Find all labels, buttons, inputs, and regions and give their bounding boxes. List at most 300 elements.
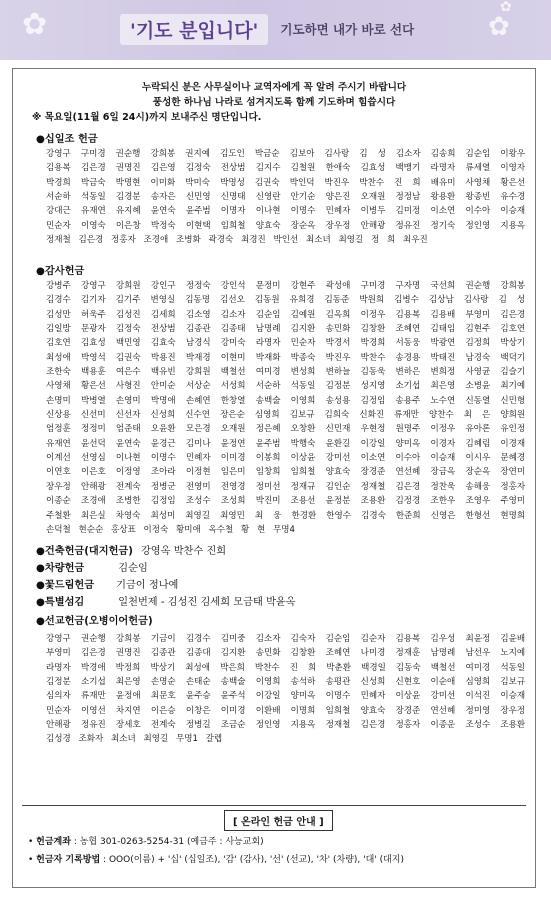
list-item: 사영채	[465, 177, 491, 188]
list-item: 최우진	[402, 235, 428, 246]
list-item: 윤정분	[325, 496, 351, 507]
list-item: 진	[289, 662, 298, 673]
list-item: 정유진	[80, 720, 106, 731]
list-item: 안기순	[290, 192, 316, 203]
list-item: 서순하	[46, 192, 71, 203]
list-item: 이나현	[255, 206, 281, 217]
method-value: : OOO(이름) + '십' (십일조), '감' (감사), '선' (선교), '차' (차량), '대' (대지)	[103, 855, 405, 865]
list-item: 장우정	[500, 705, 526, 716]
list-item: 박행숙	[290, 438, 316, 449]
list-item: 이경자	[430, 438, 456, 449]
list-item: 박용진	[150, 352, 176, 363]
list-item: 이경재	[500, 438, 526, 449]
list-item: 박금순	[254, 149, 280, 159]
list-item: 신성희	[360, 677, 386, 688]
list-item: 민순자	[46, 220, 71, 231]
list-item: 한경환	[291, 510, 317, 521]
list-item: 오윤환	[150, 424, 176, 435]
list-item: 이미경	[220, 453, 246, 464]
list-item: 김	[359, 149, 368, 159]
list-item: 이정우	[360, 309, 386, 320]
list-item: 희	[307, 662, 317, 673]
list-item: 여은수	[115, 367, 141, 378]
list-item: 최문호	[150, 691, 176, 702]
list-item: 조화자	[78, 734, 104, 745]
list-item: 정찬욱	[430, 481, 456, 492]
list-item: 이명자	[220, 206, 246, 217]
list-item: 갈렙	[205, 734, 223, 745]
list-item: 박진미	[255, 496, 281, 507]
list-item: 김성진	[115, 309, 141, 320]
list-item: 양효숙	[360, 705, 386, 716]
list-item: 김지환	[290, 324, 316, 335]
list-item: 남경식	[185, 338, 211, 349]
list-item: 백덕기	[500, 352, 526, 363]
list-item: 정홍자	[395, 720, 421, 731]
list-item: 유희경	[289, 295, 315, 306]
header-banner	[0, 0, 551, 60]
list-item: 송백술	[220, 677, 246, 688]
list-item: 유수경	[500, 192, 526, 203]
list-item: 정인영	[465, 220, 491, 231]
list-item: 김은경	[500, 309, 526, 320]
section-heading-flower: ●꽃드림헌금 기금이 정나예	[36, 580, 179, 591]
list-item: 석동일	[80, 192, 106, 203]
list-item: 박경희	[46, 177, 71, 188]
list-item: 나미경	[360, 648, 386, 659]
list-item: 박상기	[500, 338, 526, 349]
list-item: 김호연	[46, 338, 71, 349]
section-heading-building: ●건축헌금(대지헌금) 강영옥 박찬수 진희	[36, 546, 227, 557]
list-item: 황미애	[176, 524, 201, 535]
section-heading-thanks: ●감사헌금	[36, 266, 85, 277]
list-item: 이영자	[500, 163, 526, 174]
list-item: 김순자	[360, 634, 386, 644]
list-item: 민순자	[290, 338, 316, 349]
list-item: 정병길	[185, 720, 211, 731]
list-item: 강영구	[46, 149, 71, 159]
list-item: 김창환	[290, 648, 316, 659]
list-item: 박정희	[115, 662, 141, 673]
list-item: 성	[377, 149, 386, 159]
list-item: 차지연	[115, 705, 141, 716]
list-item: 모은경	[185, 424, 211, 435]
list-item: 이명수	[290, 206, 316, 217]
list-item: 백경일	[361, 662, 386, 673]
list-item: 장순옥	[465, 467, 491, 478]
list-item: 이연호	[46, 467, 71, 478]
list-item: 백철선	[220, 367, 246, 378]
list-item: 신상용	[46, 410, 71, 421]
list-item: 신현호	[395, 677, 421, 688]
list-item: 김예원	[290, 309, 316, 320]
list-item: 김호연	[500, 324, 526, 335]
list-item: 이현미	[220, 352, 246, 363]
list-item: 송해웅	[465, 481, 491, 492]
list-item: 강현주	[290, 281, 316, 291]
list-item: 이현택	[185, 220, 211, 231]
list-item: 이강일	[360, 438, 386, 449]
list-item: 변하은	[395, 367, 421, 378]
list-item: 김윤배	[500, 634, 526, 644]
list-item: 김슬기	[500, 367, 526, 378]
list-item: 김은경	[80, 163, 106, 174]
list-item: 정홍자	[111, 235, 136, 246]
list-item: 김순임	[325, 634, 351, 644]
list-item: 김정임	[150, 496, 176, 507]
list-item: 최윤정	[465, 634, 491, 644]
list-item: 희	[412, 177, 421, 188]
list-item: 박춘환	[326, 662, 352, 673]
intro-note: ※ 목요일(11월 6일 24시)까지 보내주신 명단입니다.	[32, 112, 262, 123]
list-item: 한영수	[326, 510, 352, 521]
list-item: 윤연숙	[115, 438, 141, 449]
list-item: 박병열	[80, 395, 106, 406]
list-item: 정정남	[395, 192, 421, 203]
list-item: 김용복	[46, 163, 71, 174]
list-item: 백철선	[430, 662, 456, 673]
section-value: 강영옥 박찬수 진희	[140, 546, 227, 557]
list-item: 정재훈	[395, 648, 421, 659]
list-item: 김상남	[428, 295, 454, 306]
list-item: 구미경	[80, 149, 106, 159]
list-item: 류재만	[394, 410, 419, 421]
list-item: 임희철	[325, 705, 351, 716]
list-item: 김종관	[185, 324, 211, 335]
list-item: 현	[256, 524, 266, 535]
list-item: 문광자	[80, 324, 106, 335]
list-item: 권지예	[185, 149, 211, 159]
list-item: 이수아	[465, 206, 491, 217]
page-subtitle: 기도하면 내가 바로 선다	[280, 22, 415, 37]
list-item: 조아라	[150, 467, 176, 478]
list-item: 정병군	[150, 481, 176, 492]
list-item: 김정경	[395, 496, 421, 507]
list-item: 김권숙	[115, 352, 141, 363]
list-item: 장연미	[500, 467, 526, 478]
list-item: 허욱주	[80, 309, 106, 320]
list-item: 송성용	[325, 395, 351, 406]
list-item: 이승재	[500, 206, 526, 217]
list-item: 안해광	[46, 720, 71, 731]
list-item: 조한숙	[46, 367, 71, 378]
list-item: 최	[463, 410, 473, 421]
list-item: 류재만	[80, 691, 106, 702]
list-item: 조혜연	[325, 648, 351, 659]
list-item: 조병한	[115, 496, 141, 507]
section-heading-tithe: ●십일조 헌금	[36, 134, 98, 145]
list-item: 남경숙	[465, 352, 491, 363]
list-item: 장은순	[220, 410, 245, 421]
list-item: 김보규	[500, 677, 526, 688]
list-item: 이영희	[255, 677, 281, 688]
list-item: 조성수	[185, 496, 211, 507]
list-item: 장금옥	[430, 467, 456, 478]
list-item: 송민화	[325, 324, 351, 335]
list-item: 송백술	[255, 395, 281, 406]
list-item: 손영미	[115, 395, 141, 406]
online-giving-info	[22, 805, 526, 886]
list-item: 김기자	[80, 295, 106, 306]
list-item: 양찬수	[428, 410, 454, 421]
list-item: 조영우	[465, 496, 491, 507]
section-heading-special: ●특별섬김 일천번제 - 김성진 김세희 모금태 박윤옥	[36, 597, 296, 608]
list-item: 김동원	[254, 295, 280, 306]
list-item: 박명애	[150, 395, 176, 406]
list-item: 여미경	[255, 367, 281, 378]
list-item: 강희봉	[500, 281, 526, 291]
list-item: 심영희	[465, 677, 491, 688]
list-item: 이미화	[150, 177, 176, 188]
list-item: 이강일	[255, 691, 281, 702]
list-item: 최은영	[115, 677, 141, 688]
list-item: 강희원	[185, 367, 211, 378]
list-item: 민혜자	[325, 206, 351, 217]
account-row: • 헌금계좌 : 농협 301-0263-5254-31 (예금주 : 사능교회)	[28, 837, 264, 847]
list-item: 김지수	[255, 163, 281, 174]
list-item: 오창환	[290, 424, 316, 435]
list-item: 이명수	[150, 453, 176, 464]
list-item: 최소녀	[111, 734, 136, 745]
list-item: 김정숙	[185, 163, 211, 174]
list-item: 장경준	[360, 467, 386, 478]
list-item: 황	[241, 524, 250, 535]
list-item: 김송희	[430, 149, 456, 159]
list-item: 김보규	[289, 410, 315, 421]
list-item: 권순행	[80, 634, 106, 644]
list-item: 한준희	[395, 510, 421, 521]
list-item: 김동욱	[360, 367, 386, 378]
list-item: 강미숙	[220, 338, 246, 349]
list-item: 조경애	[80, 496, 106, 507]
list-item: 유아론	[465, 424, 491, 435]
list-item: 정유진	[395, 220, 421, 231]
list-item: 이병두	[360, 206, 386, 217]
list-item: 이봉희	[255, 453, 281, 464]
list-item: 이은창	[115, 220, 141, 231]
list-item: 이계선	[46, 453, 71, 464]
list-item: 소기섭	[80, 677, 106, 688]
list-item: 우현정	[360, 424, 386, 435]
list-item: 남선우	[465, 648, 491, 659]
list-item: 김병수	[394, 295, 419, 306]
page-title: '기도 분입니다'	[120, 14, 268, 45]
list-item: 박영석	[80, 352, 106, 363]
list-item: 조혜연	[395, 324, 421, 335]
list-item: 김도인	[220, 149, 245, 159]
list-item: 김용복	[395, 634, 421, 644]
list-item: 임은미	[220, 467, 246, 478]
list-item: 이승재	[430, 453, 456, 464]
list-item: 왕종빈	[465, 192, 491, 203]
list-item: 조한우	[430, 496, 456, 507]
list-item: 김효성	[80, 338, 106, 349]
list-item: 신화진	[359, 410, 385, 421]
list-item: 손혜연	[185, 395, 211, 406]
list-item: 신수연	[185, 410, 211, 421]
list-item: 최영길	[185, 510, 211, 521]
list-item: 전영미	[185, 481, 211, 492]
list-item: 강희원	[115, 281, 141, 291]
list-item: 김권숙	[254, 177, 280, 188]
list-item: 조경애	[143, 235, 169, 246]
list-item: 최성애	[46, 352, 71, 363]
list-item: 라명자	[255, 338, 281, 349]
list-item: 최기예	[500, 381, 526, 392]
list-item: 정정미	[80, 424, 106, 435]
list-item: 이승재	[500, 691, 526, 702]
list-item: 박인덕	[289, 177, 315, 188]
list-item: 홍상표	[111, 524, 136, 535]
list-item: 정재철	[325, 720, 351, 731]
list-item: 송석하	[290, 677, 316, 688]
list-item: 김경수	[185, 634, 211, 644]
list-item: 유지혜	[115, 206, 141, 217]
list-item: 김혜림	[465, 438, 491, 449]
list-item: 조성희	[220, 496, 246, 507]
list-item: 박종숙	[290, 352, 316, 363]
list-item: 최	[254, 510, 264, 521]
list-item: 박인선	[273, 235, 299, 246]
list-item: 박재경	[185, 352, 211, 363]
list-item: 권명진	[115, 163, 141, 174]
list-item: 기금이	[150, 634, 176, 644]
name-list-thanks	[46, 279, 530, 537]
section-heading-vehicle: ●차량헌금 김순임	[36, 563, 148, 574]
list-item: 백용훈	[80, 367, 106, 378]
list-item: 조용선	[290, 496, 316, 507]
list-item: 변하늘	[325, 367, 351, 378]
list-item: 윤주범	[255, 438, 281, 449]
list-item: 이명수	[325, 691, 351, 702]
list-item: 박경서	[325, 338, 351, 349]
list-item: 이은호	[80, 467, 106, 478]
list-item: 무명1	[176, 734, 198, 745]
list-item: 이영숙	[80, 220, 106, 231]
list-item: 이나현	[115, 453, 141, 464]
list-item: 은	[482, 410, 491, 421]
list-item: 강인석	[220, 281, 246, 291]
list-item: 웅	[273, 510, 282, 521]
list-item: 이종운	[430, 720, 456, 731]
list-item: 엄정훈	[46, 424, 71, 435]
list-item: 이시우	[465, 453, 491, 464]
list-item: 김정임	[360, 395, 386, 406]
method-label: 헌금자 기록방법	[36, 855, 101, 865]
list-item: 박찬수	[254, 662, 280, 673]
list-item: 장우정	[46, 481, 71, 492]
list-item: 사형진	[115, 381, 141, 392]
list-item: 조용환	[360, 496, 386, 507]
list-item: 김동숙	[395, 662, 421, 673]
list-item: 곽경숙	[208, 235, 234, 246]
list-item: 김현주	[465, 324, 491, 335]
list-item: 최영민	[220, 510, 245, 521]
list-item: 김은영	[150, 163, 176, 174]
list-item: 석동일	[500, 662, 526, 673]
list-item: 신영란	[255, 192, 281, 203]
list-item: 민혜자	[360, 691, 386, 702]
section-value: 일천번제 - 김성진 김세희 모금태 박윤옥	[118, 597, 296, 608]
list-item: 오재원	[220, 424, 246, 435]
list-item: 김소자	[255, 634, 281, 644]
method-row: • 헌금자 기록방법 : OOO(이름) + '십' (십일조), '감' (감사), '선' (선교), '차' (차량), '대' (대지)	[28, 855, 405, 865]
list-item: 김종태	[220, 324, 246, 335]
list-item: 김은경	[360, 720, 386, 731]
list-item: 손명미	[46, 395, 71, 406]
list-item: 권순행	[115, 149, 141, 159]
list-item: 김선오	[220, 295, 245, 306]
list-item: 신민재	[325, 424, 351, 435]
list-item: 윤정애	[115, 691, 141, 702]
list-item: 임희철	[220, 220, 246, 231]
list-item: 이창은	[185, 705, 211, 716]
list-item: 박경애	[80, 662, 106, 673]
list-item: 장경준	[395, 705, 421, 716]
list-item: 박원희	[359, 295, 385, 306]
list-item: 전계숙	[115, 481, 141, 492]
banner-title	[120, 14, 414, 44]
list-item: 노지예	[500, 648, 526, 659]
list-item: 최소녀	[306, 235, 331, 246]
list-item: 주철환	[46, 510, 71, 521]
list-item: 김정숙	[115, 324, 141, 335]
list-item: 김용복	[395, 309, 421, 320]
list-item: 김철원	[290, 163, 316, 174]
list-item: 송평관	[325, 677, 351, 688]
list-item: 윤경근	[150, 438, 176, 449]
list-item: 성지영	[360, 381, 386, 392]
list-item: 이종순	[46, 496, 71, 507]
list-item: 김사랑	[463, 295, 489, 306]
list-item: 장세호	[115, 720, 141, 731]
list-item: 김일방	[46, 324, 71, 335]
list-item: 신선자	[115, 410, 141, 421]
list-item: 소기섭	[395, 381, 421, 392]
list-item: 양효숙	[255, 220, 281, 231]
list-item: 이왕우	[500, 149, 526, 159]
list-item: 박은희	[220, 662, 245, 673]
list-item: 손덕철	[46, 524, 71, 535]
list-item: 김인순	[325, 481, 351, 492]
list-item: 김소자	[395, 149, 421, 159]
list-item: 한형선	[465, 510, 491, 521]
list-item: 서순하	[255, 381, 281, 392]
list-item: 신성희	[150, 410, 176, 421]
list-item: 김동명	[185, 295, 211, 306]
list-item: 정정숙	[185, 281, 211, 291]
list-item: 이미경	[220, 705, 246, 716]
list-item: 박진우	[324, 177, 350, 188]
section-value: 기금이 정나예	[116, 580, 179, 591]
list-item: 김용배	[430, 309, 456, 320]
list-item: 김우성	[430, 634, 456, 644]
list-item: 박태진	[430, 352, 456, 363]
list-item: 부영미	[46, 648, 71, 659]
list-item: 김사랑	[324, 149, 350, 159]
name-list-tithe	[46, 147, 530, 247]
list-item: 김	[498, 295, 507, 306]
list-item: 안해광	[80, 481, 106, 492]
list-item: 황은선	[80, 381, 106, 392]
list-item: 박찬수	[360, 352, 386, 363]
list-item: 최은영	[430, 381, 456, 392]
list-item: 문정미	[255, 281, 281, 291]
list-item: 신선미	[80, 410, 106, 421]
list-item: 박명현	[115, 177, 141, 188]
list-item: 강병주	[46, 281, 71, 291]
online-title: [ 온라인 헌금 안내 ]	[224, 810, 333, 831]
